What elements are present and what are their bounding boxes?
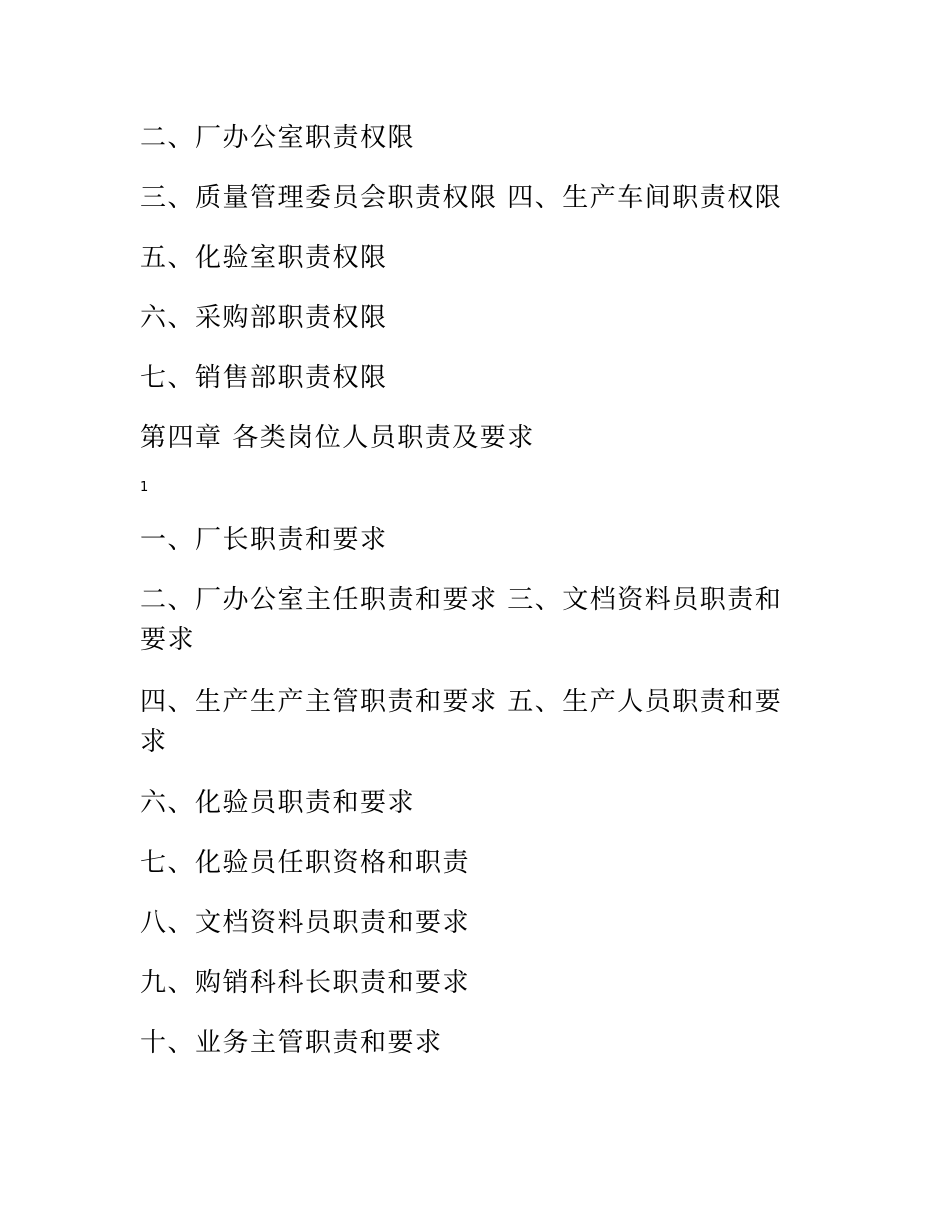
toc-line: 二、厂办公室主任职责和要求 三、文档资料员职责和要求 xyxy=(140,585,783,655)
toc-line: 八、文档资料员职责和要求 xyxy=(140,908,471,938)
chapter-heading: 第四章 各类岗位人员职责及要求 xyxy=(140,423,535,453)
toc-line: 九、购销科科长职责和要求 xyxy=(140,968,471,998)
toc-line: 六、采购部职责权限 xyxy=(140,303,388,333)
toc-line: 七、化验员任职资格和职责 xyxy=(140,848,471,878)
toc-line: 五、化验室职责权限 xyxy=(140,243,388,273)
toc-line: 一、厂长职责和要求 xyxy=(140,525,388,555)
page-number: 1 xyxy=(140,480,149,495)
toc-line: 六、化验员职责和要求 xyxy=(140,788,416,818)
toc-line: 二、厂办公室职责权限 xyxy=(140,123,416,153)
toc-line: 三、质量管理委员会职责权限 四、生产车间职责权限 xyxy=(140,183,783,213)
toc-line: 十、业务主管职责和要求 xyxy=(140,1028,443,1058)
toc-line: 四、生产生产主管职责和要求 五、生产人员职责和要求 xyxy=(140,687,783,757)
toc-line: 七、销售部职责权限 xyxy=(140,363,388,393)
